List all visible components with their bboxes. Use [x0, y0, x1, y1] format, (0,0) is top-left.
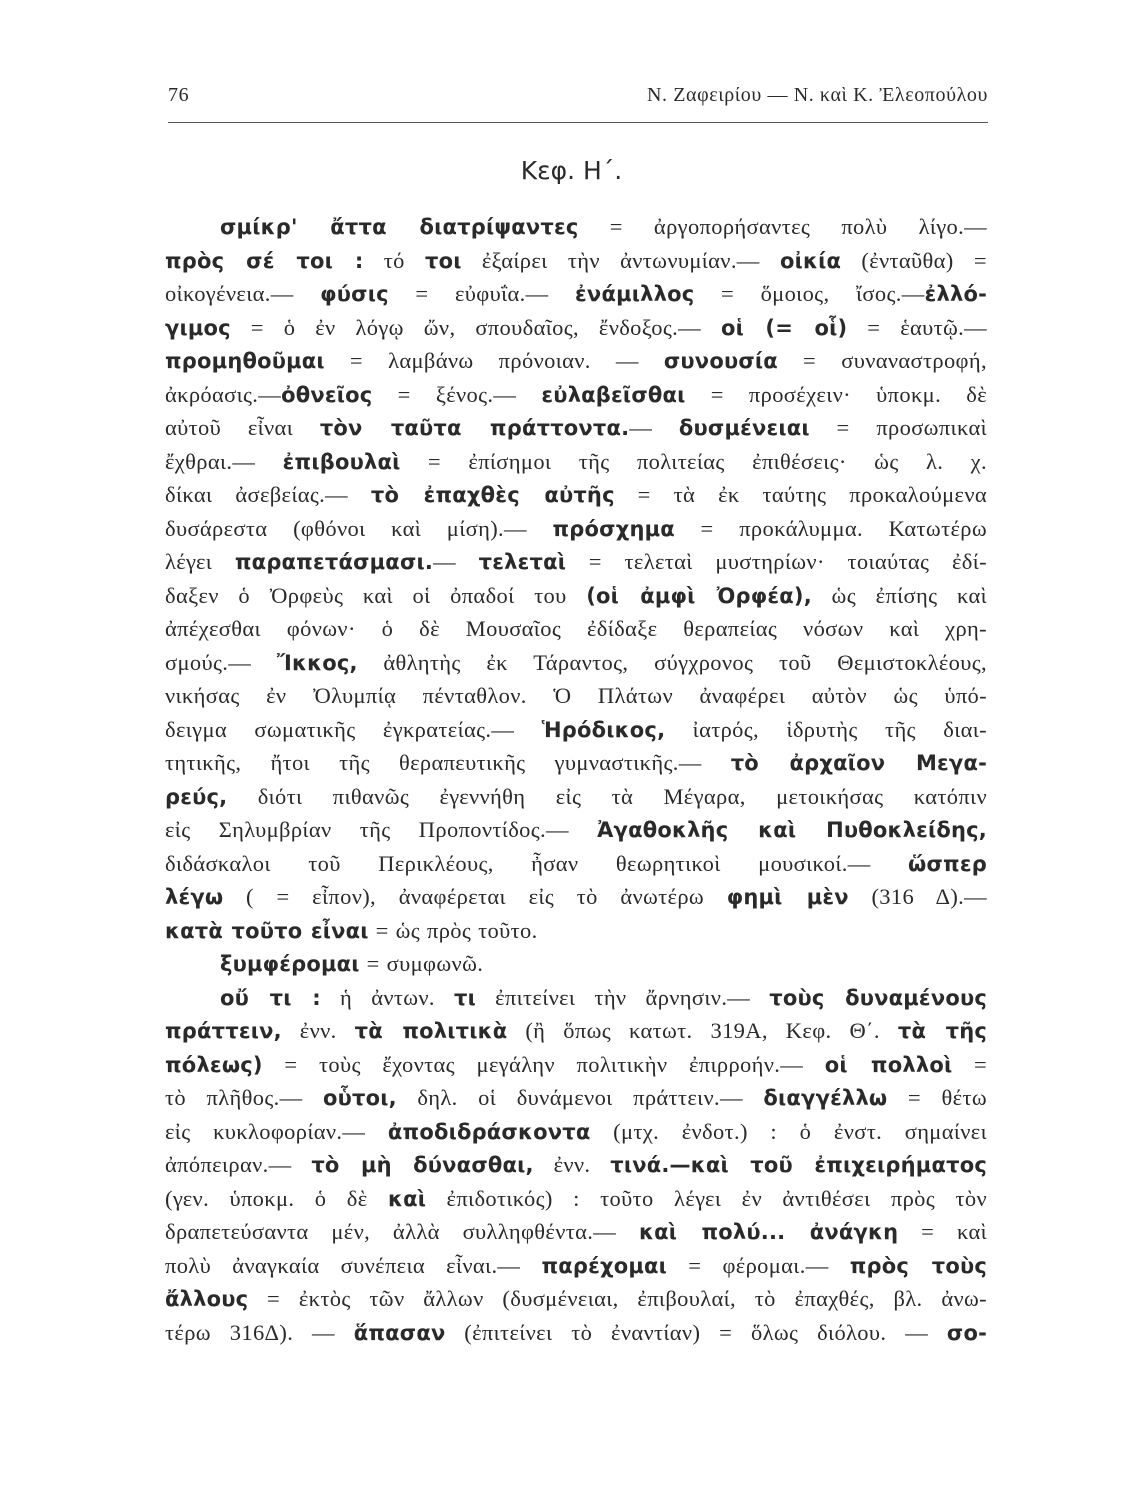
text-segment: = ὅμοιος, ἴσος.— — [694, 281, 925, 306]
text-line — [165, 880, 987, 914]
headword: σμίκρ' ἄττα διατρίψαντες — [220, 215, 579, 239]
text-segment: = τοὺς ἔχοντας μεγάλην πολιτικὴν ἐπιρροήν.— — [262, 1051, 825, 1077]
headword: τοὺς δυναμένους — [769, 985, 987, 1010]
headword: γιμος — [165, 315, 231, 340]
text-line — [165, 612, 987, 646]
text-segment: = ὁ ἐν λόγῳ ὤν, σπουδαῖος, ἔνδοξος.— — [230, 314, 721, 340]
header-rule — [168, 122, 988, 123]
text-line — [165, 1249, 987, 1283]
text-line — [165, 981, 987, 1015]
text-segment: (ἢ ὅπως κατωτ. 319Α, Κεφ. Θ΄. — [507, 1018, 898, 1043]
text-line — [165, 579, 987, 613]
text-line — [165, 1014, 987, 1048]
text-segment: δραπετεύσαντα μέν, ἀλλὰ συλληφθέντα.— — [165, 1219, 639, 1244]
text-segment: (μτχ. ἐνδοτ.) : ὁ ἐνστ. σημαίνει — [590, 1118, 987, 1144]
headword: δυσμένειαι — [678, 416, 810, 440]
text-line — [165, 1215, 987, 1249]
text-segment: = συμφωνῶ. — [359, 951, 484, 976]
headword: ἅπασαν — [353, 1320, 446, 1345]
headword: ἀποδιδράσκοντα — [387, 1119, 591, 1144]
text-segment: = προσέχειν· ὑποκμ. δὲ — [685, 381, 987, 407]
text-segment: = λαμβάνω πρόνοιαν. — — [324, 348, 664, 373]
text-segment: (ἐπιτείνει τὸ ἐναντίαν) = ὅλως διόλου. — — [445, 1319, 947, 1345]
text-segment: ὡς ἐπίσης καὶ — [811, 582, 987, 608]
text-line — [165, 847, 987, 881]
text-segment: = τελεταὶ μυστηρίων· τοιαύτας ἐδί- — [566, 549, 987, 574]
text-segment: ἐπιδοτικός) : τοῦτο λέγει ἐν ἀντιθέσει πρὸς τὸν — [426, 1185, 987, 1211]
text-segment: νικήσας ἐν Ὀλυμπίᾳ πένταθλον. Ὁ Πλάτων ἀναφέρει αὐτὸν ὡς ὑπό- — [165, 683, 987, 708]
headword: τὸ μὴ δύνασθαι, — [311, 1153, 534, 1177]
text-segment: = προσωπικαὶ — [809, 415, 987, 440]
headword: πρόσχημα — [552, 516, 675, 541]
headword: πόλεως) — [165, 1052, 263, 1077]
text-line — [165, 244, 987, 278]
text-line — [165, 1115, 987, 1149]
text-line — [165, 411, 987, 445]
text-segment: ἡ ἀντων. — [320, 984, 454, 1010]
headword: πρὸς σέ τοι : — [165, 248, 364, 273]
headword: τελεταὶ — [478, 550, 567, 574]
chapter-title: Κεφ. Η΄. — [520, 156, 623, 185]
text-line — [165, 813, 987, 847]
headword: οἱ πολλοὶ — [824, 1052, 953, 1077]
headword: τὰ πολιτικὰ — [354, 1019, 508, 1043]
text-segment: αὐτοῦ εἶναι — [165, 415, 320, 440]
text-segment: διδάσκαλοι τοῦ Περικλέους, ἦσαν θεωρητικοὶ μουσικοί.— — [165, 850, 909, 876]
headword: παρέχομαι — [541, 1253, 668, 1278]
headword: οἰκία — [779, 248, 842, 273]
headword: διαγγέλλω — [763, 1086, 888, 1110]
text-line — [165, 679, 987, 713]
headword: ἄλλους — [165, 1287, 249, 1311]
headword: καὶ πολύ... ἀνάγκη — [638, 1220, 899, 1244]
text-segment: = — [952, 1051, 988, 1077]
text-line — [165, 947, 987, 981]
text-segment: λέγει — [165, 549, 235, 574]
headword: Ἡρόδικος, — [541, 717, 666, 742]
text-segment: εἰς Σηλυμβρίαν τῆς Προποντίδος.— — [165, 817, 598, 842]
text-segment: = ἀργοπορήσαντες πολὺ λίγο.— — [578, 214, 987, 239]
text-segment: (γεν. ὑποκμ. ὁ δὲ — [165, 1185, 388, 1211]
text-segment: δηλ. οἱ δυνάμενοι πράττειν.— — [396, 1085, 764, 1110]
headword: οὔ τι : — [220, 985, 321, 1010]
text-segment: = καὶ — [898, 1219, 987, 1244]
headword: παραπετάσμασι. — [234, 550, 434, 574]
text-segment: = ἐκτὸς τῶν ἄλλων (δυσμένειαι, ἐπιβουλαί, τὸ ἐπαχθές, βλ. ἀνω- — [248, 1286, 987, 1311]
text-segment: ἀκρόασις.— — [165, 381, 282, 407]
page-number: 76 — [168, 84, 190, 106]
text-segment: πολὺ ἀναγκαία συνέπεια εἶναι.— — [165, 1252, 542, 1278]
headword: τὸ ἀρχαῖον Μεγα- — [730, 751, 987, 775]
headword: οὗτοι, — [322, 1086, 397, 1110]
text-segment: τὸ πλῆθος.— — [165, 1085, 323, 1110]
headword: τινά.—καὶ τοῦ ἐπιχειρήματος — [610, 1153, 987, 1177]
text-segment: = προκάλυμμα. Κατωτέρω — [674, 515, 987, 541]
headword: τοι — [424, 248, 462, 273]
text-segment: τητικῆς, ἤτοι τῆς θεραπευτικῆς γυμναστικῆς.— — [165, 750, 731, 775]
text-segment: = εὐφυΐα.— — [388, 281, 576, 306]
text-segment: ( = εἶπον), ἀναφέρεται εἰς τὸ ἀνωτέρω — [223, 884, 727, 909]
text-segment: διότι πιθανῶς ἐγεννήθη εἰς τὰ Μέγαρα, μετοικήσας κατόπιν — [227, 783, 987, 809]
page-header — [168, 84, 988, 114]
text-line — [165, 445, 987, 479]
glossary-text — [165, 210, 987, 1349]
text-segment: τέρω 316Δ). — — [165, 1319, 354, 1345]
text-line — [165, 210, 987, 244]
text-segment: (316 Δ).— — [848, 884, 988, 909]
text-segment: ἐπιτείνει τὴν ἄρνησιν.— — [476, 984, 770, 1010]
text-line — [165, 1282, 987, 1316]
text-segment: — — [433, 549, 479, 574]
headword: σο- — [946, 1320, 987, 1345]
headword: τὸν ταῦτα πράττοντα. — [319, 416, 630, 440]
text-line — [165, 277, 987, 311]
text-line — [165, 344, 987, 378]
text-line — [165, 478, 987, 512]
headword: τὸ ἐπαχθὲς αὐτῆς — [370, 483, 615, 507]
text-segment: οἰκογένεια.— — [165, 281, 321, 306]
text-line — [165, 914, 987, 948]
text-segment: ἀπέχεσθαι φόνων· ὁ δὲ Μουσαῖος ἐδίδαξε θεραπείας νόσων καὶ χρη- — [165, 616, 987, 641]
text-line — [165, 512, 987, 546]
text-line — [165, 1182, 987, 1216]
text-segment: = θέτω — [887, 1085, 987, 1110]
text-segment: δειγμα σωματικῆς ἐγκρατείας.— — [165, 716, 542, 742]
text-line — [165, 311, 987, 345]
text-line — [165, 545, 987, 579]
headword: φημὶ μὲν — [726, 885, 849, 909]
text-segment: ἐξαίρει τὴν ἀντωνυμίαν.— — [461, 247, 780, 273]
headword: φύσις — [320, 282, 389, 306]
text-segment: = ξένος.— — [372, 381, 542, 407]
text-segment: — — [629, 415, 679, 440]
text-segment: = ἑαυτῷ.— — [847, 314, 988, 340]
headword: πρὸς τοὺς — [849, 1253, 988, 1278]
headword: (οἱ ἀμφὶ Ὀρφέα), — [586, 583, 812, 608]
text-segment: = τὰ ἐκ ταύτης προκαλούμενα — [614, 482, 987, 507]
text-line — [165, 378, 987, 412]
running-head: Ν. Ζαφειρίου — Ν. καὶ Κ. Ἐλεοπούλου — [646, 84, 988, 106]
headword: ἐπιβουλαὶ — [282, 449, 401, 474]
text-segment: = ἐπίσημοι τῆς πολιτείας ἐπιθέσεις· ὡς λ. χ. — [400, 448, 987, 474]
text-segment: = ὡς πρὸς τοῦτο. — [368, 917, 538, 943]
text-line — [165, 1081, 987, 1115]
headword: τὰ τῆς — [897, 1019, 987, 1043]
text-segment: ἐνν. — [533, 1152, 611, 1177]
headword: ὥσπερ — [908, 851, 987, 876]
headword: ξυμφέρομαι — [220, 952, 360, 976]
text-segment: = φέρομαι.— — [667, 1252, 850, 1278]
headword: ἐλλό- — [924, 282, 987, 306]
text-segment: ἐνν. — [281, 1018, 355, 1043]
text-segment: δυσάρεστα (φθόνοι καὶ μίση).— — [165, 515, 553, 541]
text-line — [165, 646, 987, 680]
headword: καὶ — [387, 1186, 427, 1211]
text-segment: δαξεν ὁ Ὀρφεὺς καὶ οἱ ὀπαδοί του — [165, 582, 587, 608]
text-segment: (ἐνταῦθα) = — [841, 247, 987, 273]
text-line — [165, 713, 987, 747]
text-segment: ἰατρός, ἱδρυτὴς τῆς διαι- — [665, 716, 987, 742]
headword: κατὰ τοῦτο εἶναι — [165, 918, 369, 943]
text-segment: ἀπόπειραν.— — [165, 1152, 312, 1177]
headword: ὀθνεῖος — [281, 382, 373, 407]
headword: εὐλαβεῖσθαι — [541, 382, 686, 407]
headword: Ἴκκος, — [276, 650, 358, 675]
text-segment: ἀθλητὴς ἐκ Τάραντος, σύγχρονος τοῦ Θεμιστοκλέους, — [357, 649, 988, 675]
headword: Ἀγαθοκλῆς καὶ Πυθοκλείδης, — [597, 818, 987, 842]
text-line — [165, 1316, 987, 1350]
headword: ἐνάμιλλος — [575, 282, 695, 306]
headword: προμηθοῦμαι — [165, 349, 325, 373]
text-segment: = συναναστροφή, — [777, 348, 987, 373]
headword: ρεύς, — [165, 784, 228, 809]
text-line — [165, 1048, 987, 1082]
headword: οἱ (= οἷ) — [720, 315, 848, 340]
headword: συνουσία — [663, 349, 778, 373]
headword: λέγω — [165, 885, 224, 909]
headword: πράττειν, — [165, 1019, 282, 1043]
text-line — [165, 1148, 987, 1182]
headword: τι — [454, 985, 476, 1010]
text-segment: εἰς κυκλοφορίαν.— — [165, 1118, 388, 1144]
text-line — [165, 746, 987, 780]
text-line — [165, 780, 987, 814]
text-segment: ἔχθραι.— — [165, 448, 283, 474]
text-segment: τό — [363, 247, 425, 273]
text-segment: σμούς.— — [165, 649, 277, 675]
text-segment: δίκαι ἀσεβείας.— — [165, 482, 371, 507]
